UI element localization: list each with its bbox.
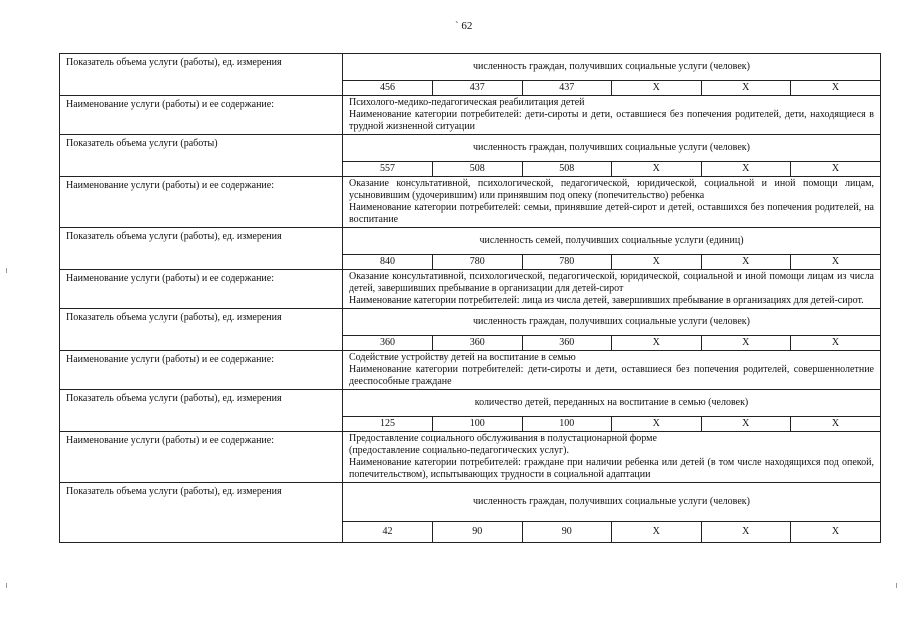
metric-title: численность граждан, получивших социальные услуги (человек) [343,135,880,162]
value-cell: X [612,417,702,432]
service-name: Оказание консультативной, психологической, педагогической, юридической, социальной и иной помощи лицам из числа детей, завершивших пребывание в организации для детей-сирот [349,271,874,294]
value-cell: 508 [522,162,612,177]
metric-row [60,54,881,96]
service-description [343,177,881,228]
service-name-detail: (предоставление социально-педагогических услуг). [349,445,569,456]
value-cell: X [701,336,791,351]
value-cell: X [612,336,702,351]
value-cell: X [831,526,840,537]
consumer-category: Наименование категории потребителей: дети-сироты и дети, оставшиеся без попечения родителей, дети, находящиеся в трудной жизненной ситуации [349,109,874,132]
value-cell: 780 [522,255,612,270]
consumer-category: Наименование категории потребителей: семьи, принявшие детей-сирот и детей, оставшихся без попечения родителей, на воспитание [349,202,874,225]
row-label: Показатель объема услуги (работы) [60,135,343,177]
consumer-category: Наименование категории потребителей: дети-сироты и дети, оставшиеся без попечения родителей, совершеннолетние дееспособные граждане [349,364,874,387]
service-row [60,96,881,135]
metric-title: количество детей, переданных на воспитание в семью (человек) [343,390,880,417]
services-table [59,53,881,543]
value-cell: X [612,522,702,543]
row-label: Показатель объема услуги (работы), ед. измерения [60,228,343,270]
value-cell: 42 [343,522,433,543]
metric-cell [343,483,881,543]
value-cell: X [701,522,791,543]
margin-mark [6,268,7,273]
metric-row [60,309,881,351]
value-cell: 780 [433,255,523,270]
service-name: Содействие устройству детей на воспитание в семью [349,352,576,363]
value-cell: X [701,417,791,432]
value-cell: 437 [433,81,523,96]
metric-title: численность семей, получивших социальные услуги (единиц) [343,228,880,255]
value-cell: 90 [433,522,523,543]
row-label: Наименование услуги (работы) и ее содержание: [60,432,343,483]
row-label: Показатель объема услуги (работы), ед. измерения [60,309,343,351]
service-description [343,96,881,135]
value-cell: 557 [343,162,433,177]
metric-cell [343,135,881,177]
value-cell: X [612,255,702,270]
service-row [60,351,881,390]
service-name: Оказание консультативной, психологической, педагогической, юридической, социальной и иной помощи лицам, усыновившим (удочерившим) или принявшим под опеку (попечительство) ребенка [349,178,874,201]
service-description [343,270,881,309]
service-name: Психолого-медико-педагогическая реабилитация детей [349,97,585,108]
service-row [60,270,881,309]
metric-cell [343,390,881,432]
row-label: Показатель объема услуги (работы), ед. измерения [60,54,343,96]
service-description [343,351,881,390]
metric-title: численность граждан, получивших социальные услуги (человек) [343,483,880,522]
value-cell: X [831,82,840,93]
row-label: Наименование услуги (работы) и ее содержание: [60,96,343,135]
value-cell: 456 [343,81,433,96]
metric-cell [343,309,881,351]
value-cell: X [831,337,840,348]
metric-row [60,135,881,177]
page-number: ` 62 [455,20,473,32]
value-cell: X [701,162,791,177]
value-cell: 840 [343,255,433,270]
value-cell: X [701,255,791,270]
value-cell: 360 [433,336,523,351]
value-cell: 90 [522,522,612,543]
value-cell: X [831,163,840,174]
service-description [343,432,881,483]
value-cell: 437 [522,81,612,96]
value-cell: 100 [522,417,612,432]
value-cell: X [831,256,840,267]
value-cell: 360 [522,336,612,351]
consumer-category: Наименование категории потребителей: граждане при наличии ребенка или детей (в том числе находящихся под опекой, попечительством), испытывающих трудности в социальной адаптации [349,457,874,480]
value-cell: 360 [343,336,433,351]
metric-row [60,228,881,270]
consumer-category: Наименование категории потребителей: лица из числа детей, завершивших пребывание в организациях для детей-сирот. [349,295,864,306]
value-cell: 508 [433,162,523,177]
metric-title: численность граждан, получивших социальные услуги (человек) [343,54,880,81]
row-label: Показатель объема услуги (работы), ед. измерения [60,390,343,432]
value-cell: 100 [433,417,523,432]
metric-row [60,390,881,432]
margin-mark [896,583,897,588]
value-cell: X [612,162,702,177]
row-label: Наименование услуги (работы) и ее содержание: [60,177,343,228]
metric-title: численность граждан, получивших социальные услуги (человек) [343,309,880,336]
metric-row [60,483,881,543]
value-cell: 125 [343,417,433,432]
value-cell: X [831,418,840,429]
service-name: Предоставление социального обслуживания в полустационарной форме [349,433,657,444]
row-label: Показатель объема услуги (работы), ед. измерения [60,483,343,543]
margin-mark [6,583,7,588]
service-row [60,177,881,228]
metric-cell [343,228,881,270]
value-cell: X [701,81,791,96]
metric-cell [343,54,881,96]
row-label: Наименование услуги (работы) и ее содержание: [60,351,343,390]
value-cell: X [612,81,702,96]
service-row [60,432,881,483]
row-label: Наименование услуги (работы) и ее содержание: [60,270,343,309]
